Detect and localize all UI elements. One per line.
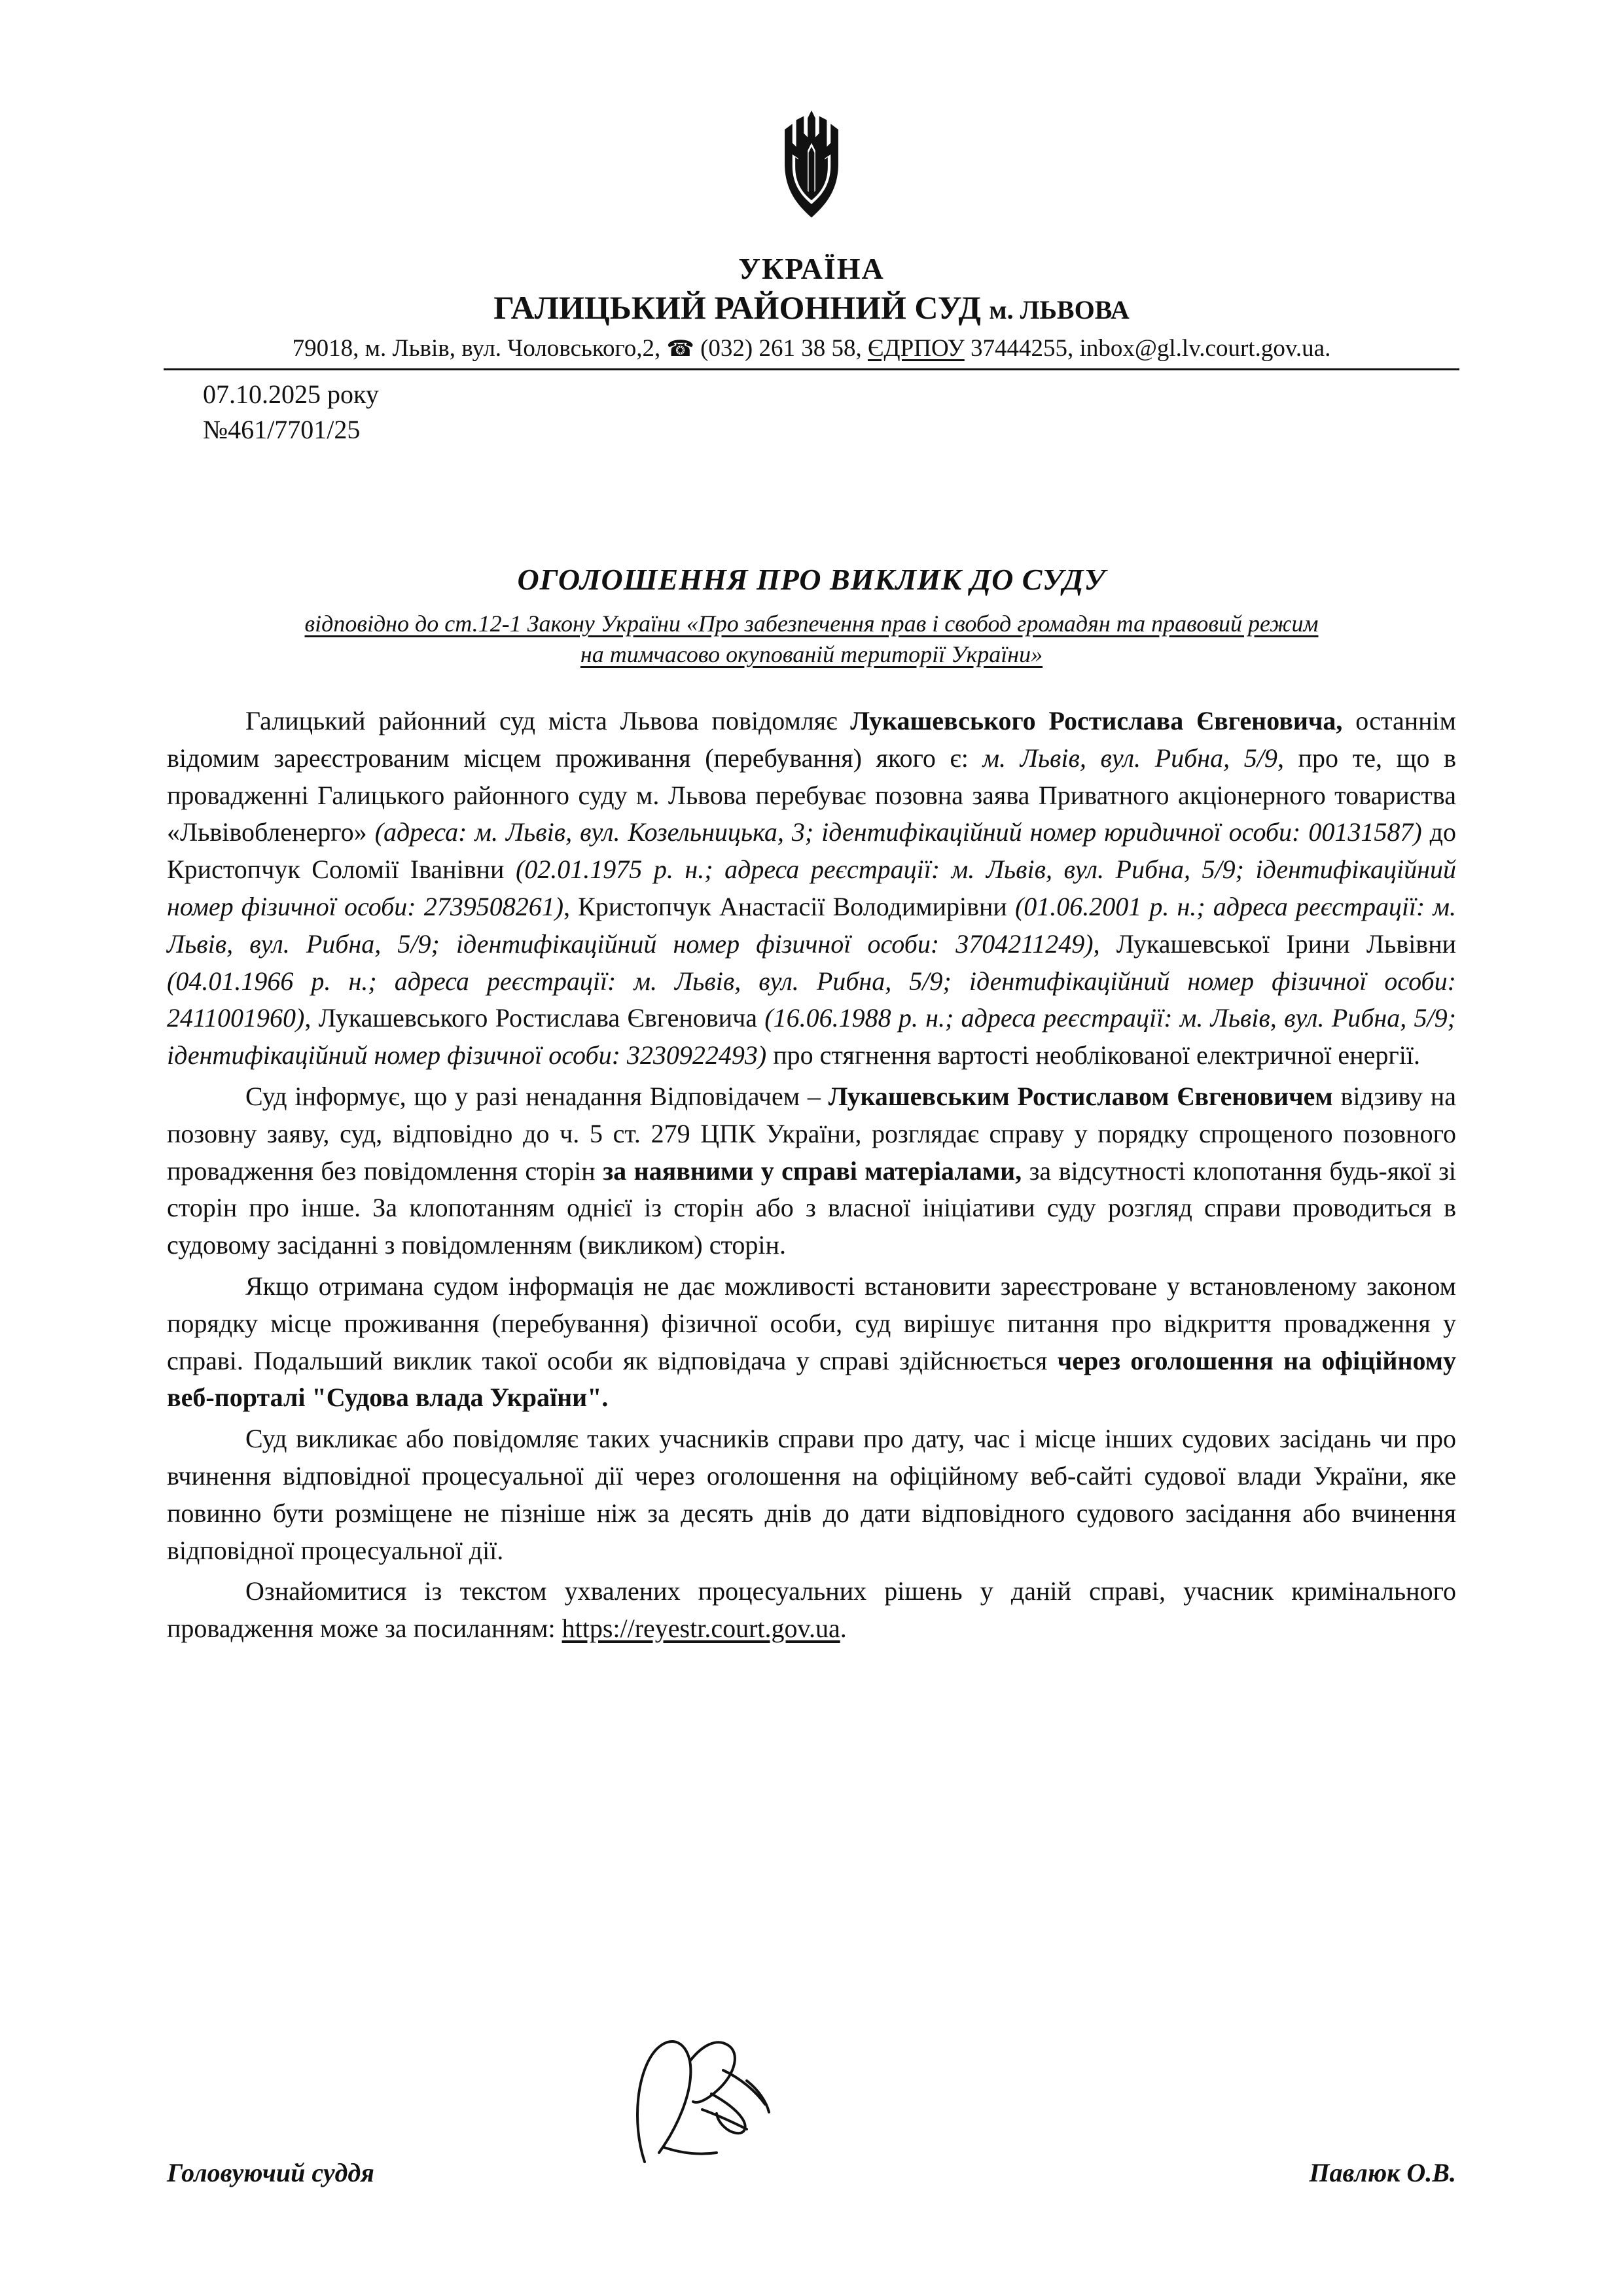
court-letterhead xyxy=(0,252,1623,370)
edrpou-label: ЄДРПОУ xyxy=(867,335,965,362)
party-1-details: (02.01.1975 р. н.; адреса реєстрації: м. Львів, вул. Рибна, 5/9; ідентифікаційний номер фізичної особи: 2739508261) xyxy=(167,855,1456,922)
edrpou-value: 37444255, xyxy=(971,335,1074,362)
court-phone: (032) 261 38 58, xyxy=(700,335,862,362)
p5-seg2: . xyxy=(840,1614,847,1644)
paragraph-summons-rules: Суд викликає або повідомляє таких учасників справи про дату, час і місце інших судових засідань чи про вчинення відповідної процесуальної дії через оголошення на офіційному веб-сайті судової влади України, яке повинно бути розміщене не пізніше ніж за десять днів до дати відповідного судового засідання або вчинення відповідної процесуальної дії. xyxy=(167,1424,1456,1565)
country-name: УКРАЇНА xyxy=(738,252,885,285)
document-date: 07.10.2025 року xyxy=(203,380,379,410)
court-name xyxy=(0,289,1623,327)
party-2-details: (01.06.2001 р. н.; адреса реєстрації: м. Львів, вул. Рибна, 5/9; ідентифікаційний номер фізичної особи: 3704211249) xyxy=(167,892,1456,959)
document-subtitle xyxy=(196,609,1427,670)
paragraph-case-info xyxy=(167,703,1456,1074)
document-number: №461/7701/25 xyxy=(203,415,361,445)
p1-seg5: , про те, що в провадженні Галицького районного суду м. Львова перебуває позовна заява Приватного акціонерного товариства «Львівобленерго» xyxy=(167,743,1457,847)
phone-icon: ☎ xyxy=(666,337,694,362)
signature-block xyxy=(167,2157,1456,2188)
p1-seg13: , Лукашевського Ростислава Євгеновича xyxy=(304,1003,765,1033)
handwritten-signature-icon xyxy=(625,2031,841,2168)
court-email: inbox@gl.lv.court.gov.ua. xyxy=(1079,335,1331,362)
ukraine-trident-emblem-icon xyxy=(762,105,861,229)
p1-seg3: останнім відомим зареєстрованим місцем проживання (перебування) якого є: xyxy=(167,706,1456,773)
document-body xyxy=(167,703,1456,1648)
signature-role: Головуючий суддя xyxy=(167,2158,374,2187)
respondent-address: м. Львів, вул. Рибна, 5/9 xyxy=(982,743,1277,773)
p5-seg1: Ознайомитися із текстом ухвалених процесуальних рішень у даній справі, учасник кримінального провадження може за посиланням: xyxy=(167,1576,1456,1644)
header-divider xyxy=(164,368,1459,370)
p3-seg1: Якщо отримана судом інформація не дає можливості встановити зареєстроване у встановленому законом порядку місце проживання (перебування) фізичної особи, суд вирішує питання про відкриття провадження у справі. Подальший виклик такої особи як відповідача у справі здійснюється xyxy=(167,1271,1456,1375)
party-4-details: (16.06.1988 р. н.; адреса реєстрації: м. Львів, вул. Рибна, 5/9; ідентифікаційний номер фізичної особи: 3230922493) xyxy=(167,1003,1456,1070)
p2-seg1: Суд інформує, що у разі ненадання Відповідачем – xyxy=(245,1082,829,1112)
p1-seg9: , Кристопчук Анастасії Володимирівни xyxy=(563,892,1015,922)
party-3-details: (04.01.1966 р. н.; адреса реєстрації: м. Львів, вул. Рибна, 5/9; ідентифікаційний номер фізичної особи: 2411001960) xyxy=(167,966,1456,1033)
page-title: ОГОЛОШЕННЯ ПРО ВИКЛИК ДО СУДУ xyxy=(517,563,1106,597)
court-address: 79018, м. Львів, вул. Чоловського,2, xyxy=(292,335,661,362)
emblem-container xyxy=(0,0,1623,232)
paragraph-court-notice xyxy=(167,1078,1456,1264)
plaintiff-details: (адреса: м. Львів, вул. Козельницька, 3; ідентифікаційний номер юридичної особи: 00131587) xyxy=(374,817,1422,847)
p1-seg15: про стягнення вартості необлікованої електричної енергії. xyxy=(766,1040,1420,1070)
subtitle-line-2: на тимчасово окупованій території України» xyxy=(580,641,1043,668)
registry-link[interactable]: https://reyestr.court.gov.ua xyxy=(562,1614,840,1644)
p1-seg7: до Кристопчук Соломії Іванівни xyxy=(167,817,1457,885)
p1-seg11: , Лукашевської Ірини Львівни xyxy=(1093,928,1457,959)
respondent-name-instrumental: Лукашевським Ростиславом Євгеновичем xyxy=(828,1082,1333,1112)
court-name-city: м. ЛЬВОВА xyxy=(989,294,1130,325)
paragraph-registry-link xyxy=(167,1573,1456,1648)
paragraph-registration-info xyxy=(167,1268,1456,1417)
court-name-main: ГАЛИЦЬКИЙ РАЙОННИЙ СУД xyxy=(493,289,981,326)
title-block xyxy=(0,562,1623,670)
p2-seg3: відзиву на позовну заяву, суд, відповідно до ч. 5 ст. 279 ЦПК України, розглядає справу у порядку спрощеного позовного провадження без повідомлення сторін xyxy=(167,1082,1456,1186)
subtitle-line-1: відповідно до ст.12-1 Закону України «Про забезпечення прав і свобод громадян та правовий режим xyxy=(304,610,1319,637)
web-portal-emphasis: через оголошення на офіційному веб-порталі "Судова влада України". xyxy=(167,1345,1456,1413)
p1-seg1: Галицький районний суд міста Львова повідомляє xyxy=(245,706,851,736)
signature-name: Павлюк О.В. xyxy=(1309,2158,1456,2187)
respondent-name: Лукашевського Ростислава Євгеновича, xyxy=(850,706,1343,736)
case-materials-emphasis: за наявними у справі матеріалами, xyxy=(603,1156,1022,1186)
court-contacts xyxy=(0,333,1623,364)
document-meta xyxy=(203,377,1623,448)
p2-seg5: за відсутності клопотання будь-якої зі сторін про інше. За клопотанням однієї із сторін або з власної ініціативи суду розгляд справи проводиться в судовому засіданні з повідомленням (викликом) сторін. xyxy=(167,1156,1457,1260)
